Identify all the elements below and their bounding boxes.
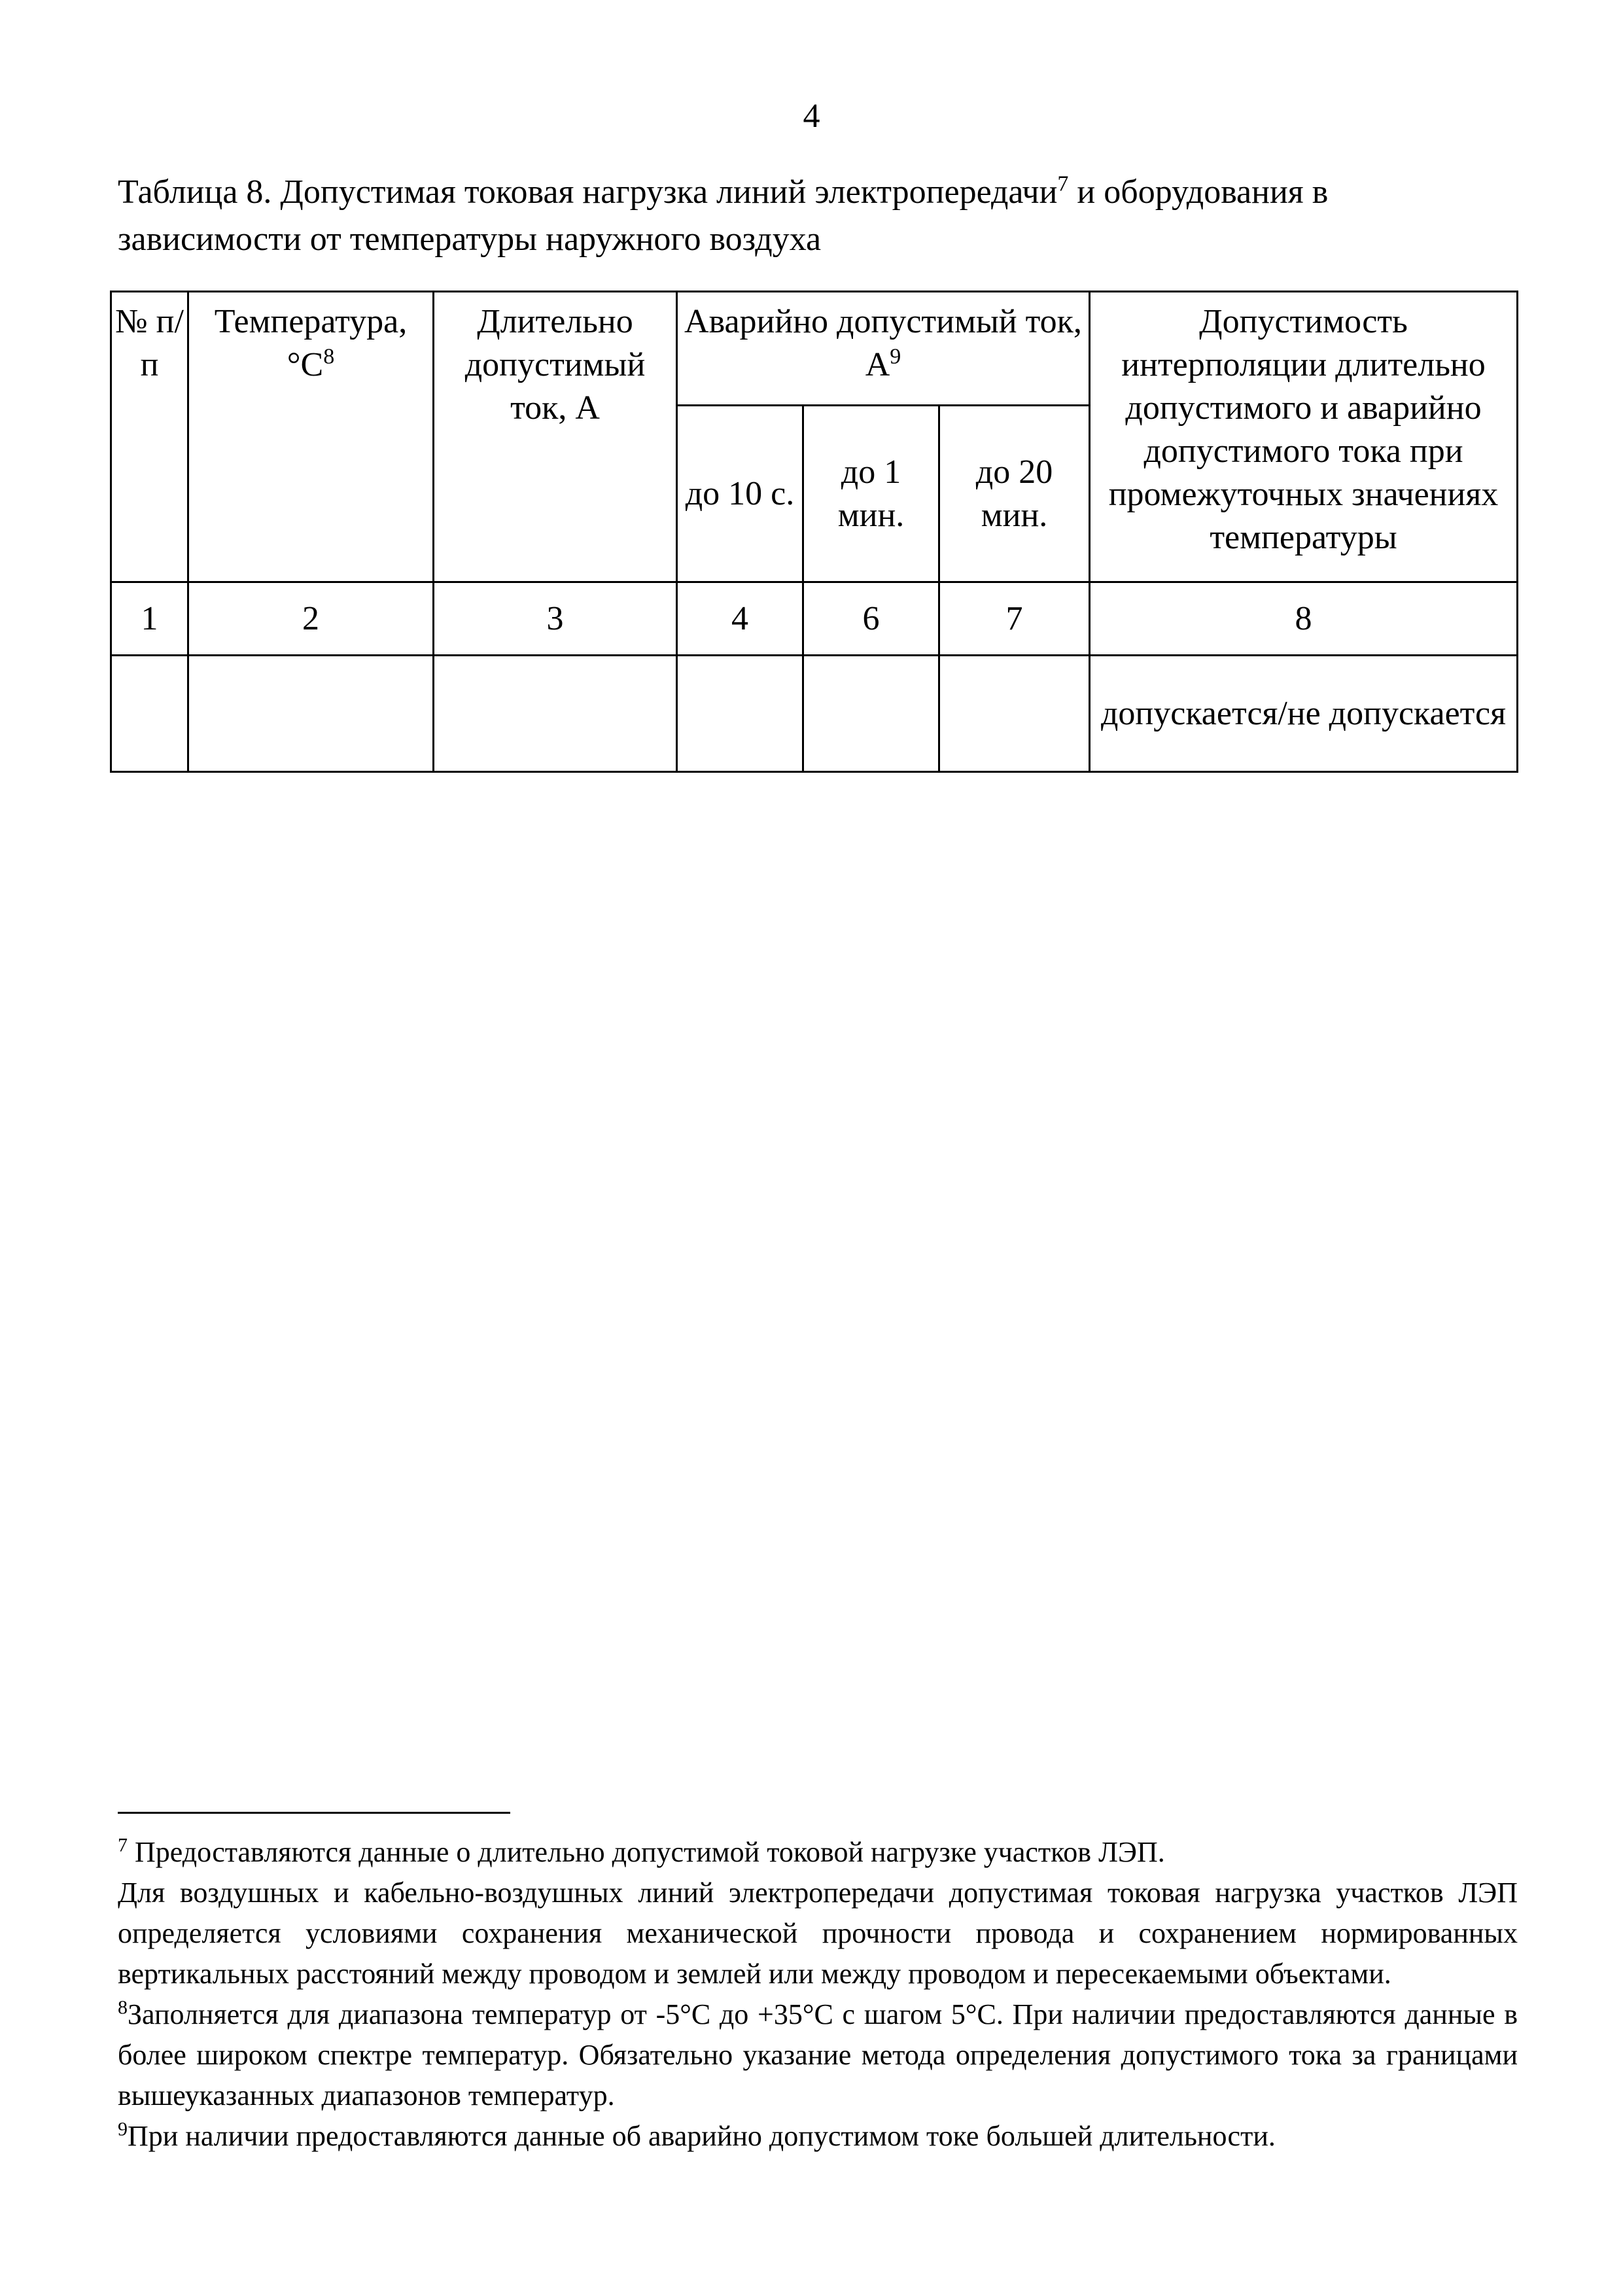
header-emergency-label: Аварийно допустимый ток, А	[684, 303, 1082, 383]
table-cell	[803, 656, 939, 772]
header-up-to-10s: до 10 с.	[677, 406, 803, 582]
caption-text-rest: и оборудования в зависимости от температуры наружного воздуха	[118, 173, 1329, 258]
footnote-7	[118, 1832, 1518, 1873]
footnotes	[118, 1832, 1518, 2157]
table-row	[111, 656, 1518, 772]
footnote-mark-7: 7	[1057, 171, 1069, 196]
footnote-8-text: Заполняется для диапазона температур от -5°С до +35°С с шагом 5°С. При наличии предоставляются данные в более широком спектре температур. Обязательно указание метода определения допустимого тока за границами вышеуказанных диапазонов температур.	[118, 1998, 1518, 2111]
caption-text: Таблица 8. Допустимая токовая нагрузка линий электропередачи	[118, 173, 1058, 211]
footnote-7-mark: 7	[118, 1834, 128, 1856]
footnote-9	[118, 2116, 1518, 2157]
page-number: 4	[803, 97, 820, 135]
footnote-7-continuation: Для воздушных и кабельно-воздушных линий электропередачи допустимая токовая нагрузка участков ЛЭП определяется условиями сохранения механической прочности провода и сохранением нормированных вертикальных расстояний между проводом и землей или между проводом и пересекаемыми объектами.	[118, 1877, 1518, 1990]
table-cell	[111, 656, 188, 772]
footnote-mark-9: 9	[890, 344, 901, 369]
column-number: 7	[939, 582, 1090, 656]
interpolation-allowed-cell: допускается/не допускается	[1090, 656, 1518, 772]
table-cell	[939, 656, 1090, 772]
column-number: 2	[188, 582, 434, 656]
table-cell	[677, 656, 803, 772]
header-temperature	[188, 292, 434, 582]
column-number: 6	[803, 582, 939, 656]
column-number: 3	[434, 582, 677, 656]
column-number: 4	[677, 582, 803, 656]
current-load-table	[110, 291, 1518, 773]
table-cell	[434, 656, 677, 772]
table-caption	[118, 169, 1518, 263]
column-number: 1	[111, 582, 188, 656]
footnote-9-mark: 9	[118, 2118, 128, 2140]
footnote-9-text: При наличии предоставляются данные об аварийно допустимом токе большей длительности.	[128, 2120, 1276, 2152]
header-up-to-20min: до 20 мин.	[939, 406, 1090, 582]
header-emergency-current	[677, 292, 1090, 406]
header-interpolation: Допустимость интерполяции длительно допустимого и аварийно допустимого тока при промежуточных значениях температуры	[1090, 292, 1518, 582]
header-up-to-1min: до 1 мин.	[803, 406, 939, 582]
header-number: № п/п	[111, 292, 188, 582]
footnote-mark-8: 8	[323, 344, 335, 369]
header-long-term-current: Длительно допустимый ток, А	[434, 292, 677, 582]
footnote-separator	[118, 1812, 510, 1814]
footnote-8-mark: 8	[118, 1996, 128, 2019]
column-number: 8	[1090, 582, 1518, 656]
column-numbers-row	[111, 582, 1518, 656]
footnote-8	[118, 1994, 1518, 2116]
table-cell	[188, 656, 434, 772]
footnote-7-text: Предоставляются данные о длительно допустимой токовой нагрузке участков ЛЭП.	[128, 1836, 1165, 1868]
header-temperature-label: Температура, °С	[214, 303, 408, 383]
